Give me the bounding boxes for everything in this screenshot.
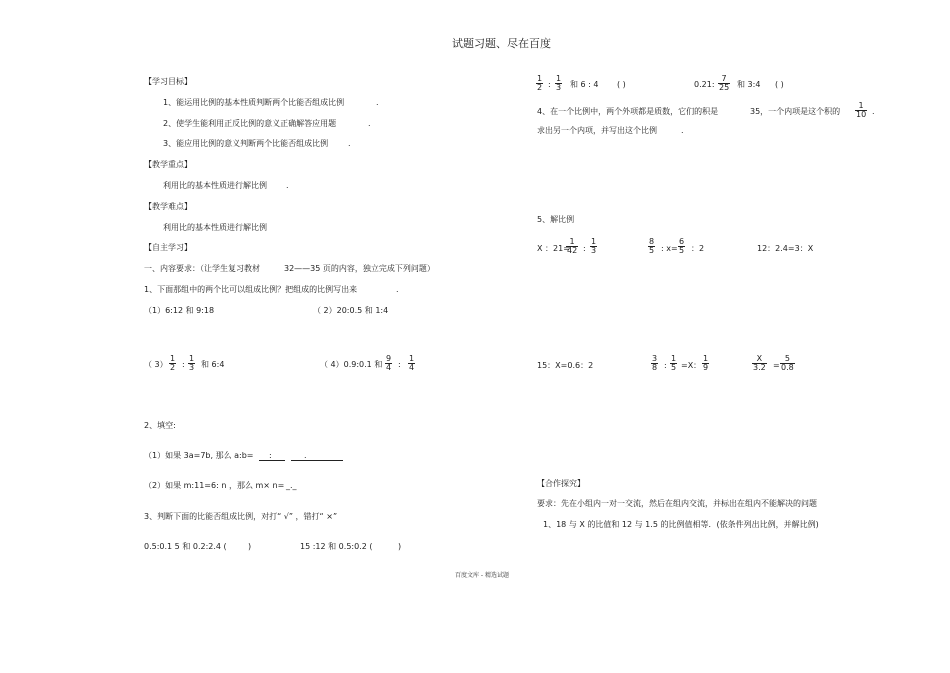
question-1: 1、下面那组中的两个比可以组成比例？把组成的比例写出来 <box>144 285 358 294</box>
content-requirement: 一、内容要求：（让学生复习教材 <box>144 264 260 273</box>
fraction <box>855 102 867 120</box>
colon: : <box>548 80 551 89</box>
ratio-prefix: 0.21: <box>694 80 715 89</box>
content-pages: 32——35 页的内容，独立完成下列问题） <box>284 264 435 273</box>
colon: : <box>398 360 401 369</box>
answer-paren: ( ) <box>617 80 626 89</box>
cooperation-heading: 【合作探究】 <box>537 479 585 488</box>
fraction <box>566 238 578 256</box>
equals-sign: = <box>773 361 780 370</box>
cooperation-question-1: 1、18 与 X 的比值和 12 与 1.5 的比例值相等．(依条件列出比例，并解比例) <box>543 520 819 529</box>
denominator: 42 <box>567 246 578 256</box>
denominator: 3 <box>591 246 597 256</box>
key-text: 利用比的基本性质进行解比例 <box>163 181 267 190</box>
question-4-number: 35，一个内项是这个积的 <box>750 107 841 116</box>
denominator: 10 <box>856 110 867 120</box>
fraction <box>590 238 597 256</box>
question-2-b: （2）如果 m:11=6: n ，那么 m× n= <box>144 481 285 490</box>
goal-2-end: . <box>368 119 371 128</box>
denominator: 2 <box>537 83 543 93</box>
key-heading: 【教学重点】 <box>144 160 192 169</box>
denominator: 9 <box>703 363 709 373</box>
numerator: 1 <box>703 354 709 363</box>
denominator: 8 <box>652 363 658 373</box>
goals-heading: 【学习目标】 <box>144 77 192 86</box>
denominator: 3 <box>189 363 195 373</box>
question-4-line-2-end: . <box>681 126 684 135</box>
question-1-end: . <box>396 285 399 294</box>
fraction <box>408 355 415 373</box>
fraction <box>670 355 677 373</box>
goal-1: 1、能运用比例的基本性质判断两个比能否组成比例 <box>163 98 345 107</box>
fraction <box>718 75 730 93</box>
fraction <box>188 355 195 373</box>
answer-blank-colon: : <box>269 451 272 460</box>
denominator: 4 <box>409 363 415 373</box>
question-3-b-close: ) <box>398 542 402 551</box>
question-4-line-2: 求出另一个内项，并写出这个比例 <box>537 126 657 135</box>
answer-blank <box>291 460 343 461</box>
equation-2-mid: : x= <box>661 244 678 253</box>
question-3-b: 15 :12 和 0.5:0.2 ( <box>300 542 373 551</box>
answer-blank <box>259 460 285 461</box>
numerator: 1 <box>170 354 176 363</box>
colon: : <box>664 361 667 370</box>
numerator: 1 <box>671 354 677 363</box>
question-1-b: （ 2）20:0.5 和 1:4 <box>313 306 389 315</box>
question-3-a: 0.5:0.1 5 和 0.2:2.4 ( <box>144 542 227 551</box>
numerator: 1 <box>409 354 415 363</box>
question-4: 4、在一个比例中，两个外项都是质数，它们的积是 <box>537 107 719 116</box>
page-footer: 百度文库 - 精选试题 <box>455 572 509 579</box>
goal-3-end: . <box>348 139 351 148</box>
fraction <box>651 355 658 373</box>
colon: : <box>182 360 185 369</box>
fraction <box>780 355 795 373</box>
fraction <box>702 355 709 373</box>
denominator: 5 <box>649 246 655 256</box>
goal-3: 3、能应用比例的意义判断两个比能否组成比例 <box>163 139 329 148</box>
fraction <box>678 238 685 256</box>
difficulty-text: 利用比的基本性质进行解比例 <box>163 223 267 232</box>
denominator: 2 <box>170 363 176 373</box>
answer-paren: ( ) <box>775 80 784 89</box>
question-1-c-prefix: （ 3） <box>144 360 168 369</box>
equation-4: 15：X=0.6：2 <box>537 361 594 370</box>
question-4-dot: . <box>872 107 875 116</box>
numerator: 1 <box>556 74 562 83</box>
numerator: 6 <box>679 237 685 246</box>
question-3-a-close: ) <box>248 542 252 551</box>
difficulty-heading: 【教学难点】 <box>144 202 192 211</box>
question-1-a: （1）6:12 和 9:18 <box>144 306 215 315</box>
page-title: 试题习题、尽在百度 <box>452 37 551 50</box>
ratio-text: 和 6 : 4 <box>570 80 599 89</box>
fraction <box>536 75 543 93</box>
fraction <box>385 355 392 373</box>
question-5: 5、解比例 <box>537 215 575 224</box>
numerator: 5 <box>784 354 790 363</box>
answer-blank-dot: . <box>304 451 307 460</box>
numerator: 8 <box>649 237 655 246</box>
fraction <box>169 355 176 373</box>
answer-blank-2: _._ <box>286 481 297 490</box>
self-study-heading: 【自主学习】 <box>144 243 192 252</box>
fraction <box>555 75 562 93</box>
goal-2: 2、使学生能利用正反比例的意义正确解答应用题 <box>163 119 337 128</box>
numerator: 1 <box>189 354 195 363</box>
question-1-d-prefix: （ 4）0.9:0.1 和 <box>320 360 383 369</box>
key-end: . <box>286 181 289 190</box>
fraction <box>648 238 655 256</box>
cooperation-requirement: 要求：先在小组内一对一交流，然后在组内交流，并标出在组内不能解决的问题 <box>537 499 817 508</box>
numerator: 9 <box>386 354 392 363</box>
numerator: X <box>756 354 763 363</box>
numerator: 1 <box>537 74 543 83</box>
equation-3: 12：2.4=3：X <box>757 244 814 253</box>
equation-5-mid: =X： <box>681 361 702 370</box>
question-2-a: （1）如果 3a=7b, 那么 a:b= <box>144 451 254 460</box>
numerator: 1 <box>858 101 864 110</box>
colon: : <box>583 244 586 253</box>
question-2: 2、填空: <box>144 421 176 430</box>
question-3: 3、判断下面的比能否组成比例，对打“ √” ，错打“ ×” <box>144 512 338 521</box>
equation-1-prefix: X ：21= <box>537 244 570 253</box>
numerator: 7 <box>721 74 727 83</box>
denominator: 4 <box>386 363 392 373</box>
ratio-text: 和 3:4 <box>737 80 761 89</box>
denominator: 3 <box>556 83 562 93</box>
numerator: 1 <box>569 237 575 246</box>
goal-1-end: . <box>376 98 379 107</box>
denominator: 5 <box>671 363 677 373</box>
fraction <box>752 355 767 373</box>
denominator: 3.2 <box>753 363 766 373</box>
denominator: 25 <box>719 83 730 93</box>
equation-2-end: ：2 <box>691 244 705 253</box>
question-1-c-suffix: 和 6:4 <box>201 360 225 369</box>
numerator: 3 <box>652 354 658 363</box>
denominator: 0.8 <box>781 363 794 373</box>
denominator: 5 <box>679 246 685 256</box>
numerator: 1 <box>591 237 597 246</box>
